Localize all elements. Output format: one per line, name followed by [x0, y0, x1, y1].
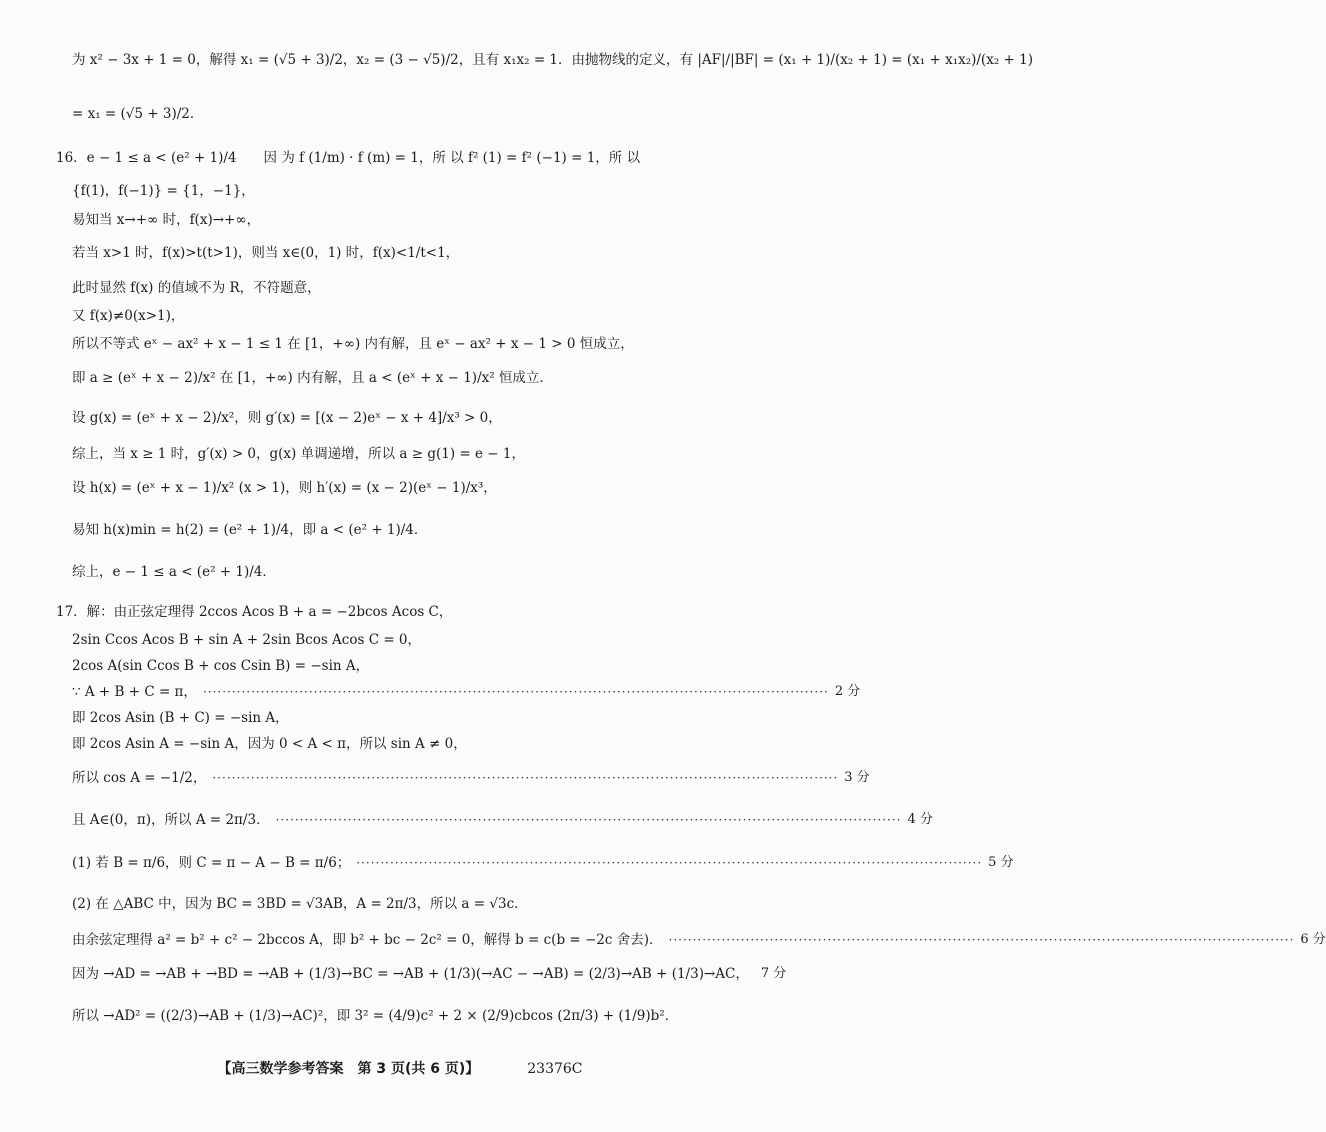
page-footer [0, 1058, 800, 1078]
line-q16-inequality: 所以不等式 eˣ − ax² + x − 1 ≤ 1 在 [1，+∞) 内有解，且 eˣ − ax² + x − 1 > 0 恒成立， [72, 336, 634, 352]
score-mark: 6 分 [1300, 932, 1326, 947]
line-q16-limit: 易知当 x→+∞ 时，f(x)→+∞， [72, 212, 261, 228]
line-q16-g-mono: 综上，当 x ≥ 1 时，g′(x) > 0，g(x) 单调递增，所以 a ≥ g(1) = e − 1， [72, 446, 525, 462]
score-mark: 5 分 [988, 855, 1014, 870]
line-q15-result: = x₁ = (√5 + 3)/2． [72, 106, 204, 122]
score-mark: 3 分 [844, 770, 870, 785]
line-q17-part2: (2) 在 △ABC 中，因为 BC = 3BD = √3AB，A = 2π/3，所以 a = √3c． [72, 896, 528, 912]
line-q16-g-def: 设 g(x) = (eˣ + x − 2)/x²，则 g′(x) = [(x − 2)eˣ − x + 4]/x³ > 0， [72, 410, 502, 426]
line-q15-continued: 为 x² − 3x + 1 = 0，解得 x₁ = (√5 + 3)/2，x₂ = (3 − √5)/2，且有 x₁x₂ = 1．由抛物线的定义，有 |AF|/|BF| = (x₁ + 1)/(x₂ + 1) = (x₁ + x₁x₂)/(x₂ + 1) [72, 52, 1033, 68]
line-q17-vector: 因为 →AD = →AB + →BD = →AB + (1/3)→BC = →AB + (1/3)(→AC − →AB) = (2/3)→AB + (1/3)→AC， 7 分 [72, 966, 787, 982]
line-q16-nonzero: 又 f(x)≠0(x>1)， [72, 308, 185, 324]
line-q17-cosine-law: 由余弦定理得 a² = b² + c² − 2bccos A，即 b² + bc − 2c² = 0，解得 b = c(b = −2c 舍去)． ····· 6 分 [72, 930, 724, 950]
footer-title: 【高三数学参考答案 第 3 页(共 6 页)】 [217, 1061, 480, 1077]
line-q17-part1: (1) 若 B = π/6，则 C = π − A − B = π/6； ····· 5 分 [72, 853, 724, 873]
line-q16-set: {f(1)，f(−1)} = {1，−1}， [72, 183, 255, 199]
score-mark: 2 分 [834, 684, 861, 699]
line-q16-h-min: 易知 h(x)min = h(2) = (e² + 1)/4，即 a < (e² + 1)/4． [72, 522, 428, 538]
line-q17-square: 所以 →AD² = ((2/3)→AB + (1/3)→AC)²，即 3² = (4/9)c² + 2 × (2/9)cbcos (2π/3) + (1/9)b²． [72, 1008, 679, 1024]
line-q16-separate: 即 a ≥ (eˣ + x − 2)/x² 在 [1，+∞) 内有解，且 a < (eˣ + x − 1)/x² 恒成立． [72, 370, 553, 386]
line-q17-cosA: 所以 cos A = −1/2， ····· 3 分 [72, 768, 724, 788]
score-mark: 4 分 [907, 812, 933, 827]
line-q16-h-def: 设 h(x) = (eˣ + x − 1)/x² (x > 1)，则 h′(x) = (x − 2)(eˣ − 1)/x³， [72, 480, 497, 496]
line-q17-step1: 2sin Ccos Acos B + sin A + 2sin Bcos Acos C = 0， [72, 632, 422, 648]
line-q17-start: 17．解：由正弦定理得 2ccos Acos B + a = −2bcos Acos C， [56, 604, 453, 620]
line-q17-step5: 即 2cos Asin A = −sin A，因为 0 < A < π，所以 sin A ≠ 0， [72, 736, 467, 752]
score-mark: 7 分 [760, 966, 787, 981]
line-q16-case: 若当 x>1 时，f(x)>t(t>1)，则当 x∈(0，1) 时，f(x)<1/t<1， [72, 245, 460, 261]
line-q16-conclusion: 综上，e − 1 ≤ a < (e² + 1)/4． [72, 564, 276, 580]
line-q16-answer: 16．e − 1 ≤ a < (e² + 1)/4 因 为 f (1/m) · f (m) = 1，所 以 f² (1) = f² (−1) = 1，所 以 [56, 150, 641, 166]
footer-code: 23376C [527, 1061, 583, 1077]
line-q17-A: 且 A∈(0，π)，所以 A = 2π/3． ····· 4 分 [72, 810, 724, 830]
line-q17-step2: 2cos A(sin Ccos B + cos Csin B) = −sin A， [72, 658, 370, 674]
line-q17-step3: ∵ A + B + C = π， ····· 2 分 [72, 682, 724, 702]
line-q16-range: 此时显然 f(x) 的值域不为 R，不符题意， [72, 280, 321, 296]
line-q17-step4: 即 2cos Asin (B + C) = −sin A， [72, 710, 289, 726]
